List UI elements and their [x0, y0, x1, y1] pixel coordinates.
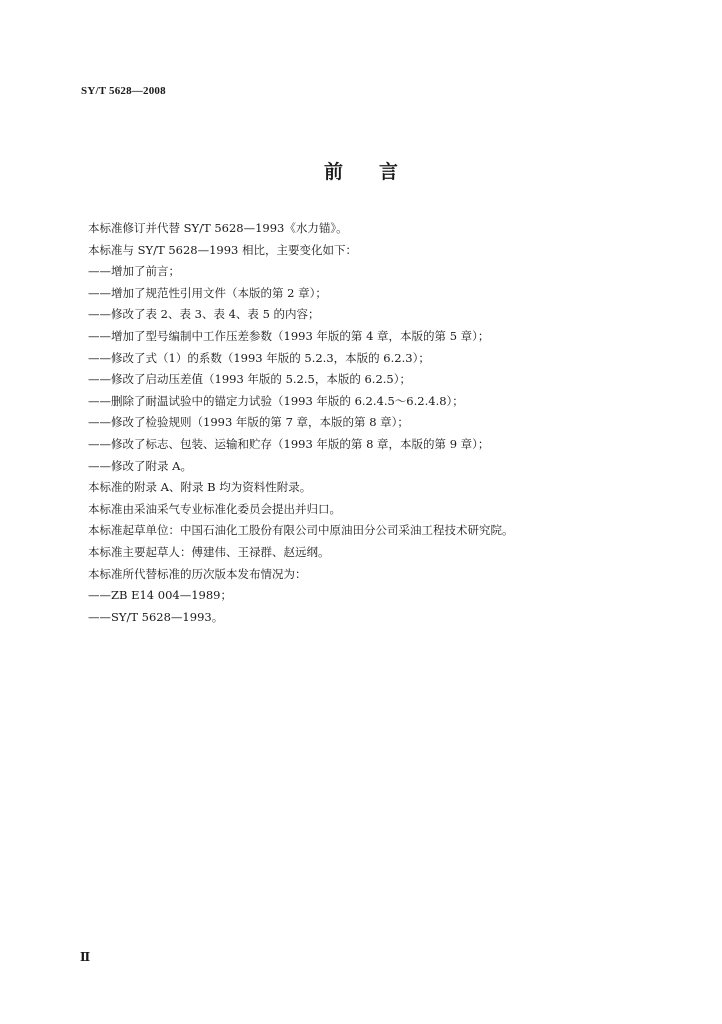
- page-number: Ⅱ: [80, 950, 91, 964]
- body-line: 本标准的附录 A、附录 B 均为资料性附录。: [88, 480, 312, 495]
- body-line: ——修改了检验规则（1993 年版的第 7 章，本版的第 8 章）；: [88, 415, 409, 430]
- body-line: ——修改了启动压差值（1993 年版的 5.2.5，本版的 6.2.5）；: [88, 372, 412, 387]
- body-line: ——修改了式（1）的系数（1993 年版的 5.2.3，本版的 6.2.3）；: [88, 350, 430, 365]
- body-line: ——增加了型号编制中工作压差参数（1993 年版的第 4 章，本版的第 5 章）；: [88, 328, 490, 343]
- body-line: ——增加了前言；: [88, 264, 180, 279]
- body-line: ——修改了附录 A。: [88, 458, 192, 473]
- document-body: [88, 218, 648, 628]
- body-line: ——删除了耐温试验中的锚定力试验（1993 年版的 6.2.4.5～6.2.4.8）；: [88, 393, 464, 408]
- body-line: ——ZB E14 004—1989；: [88, 588, 232, 603]
- body-line: 本标准与 SY/T 5628—1993 相比，主要变化如下：: [88, 242, 358, 257]
- body-line: 本标准由采油采气专业标准化委员会提出并归口。: [88, 501, 341, 516]
- title-char-2: 言: [379, 161, 399, 183]
- body-line: ——SY/T 5628—1993。: [88, 609, 224, 624]
- body-line: 本标准主要起草人：傅建伟、王禄群、赵远纲。: [88, 544, 330, 559]
- body-line: ——修改了标志、包装、运输和贮存（1993 年版的第 8 章，本版的第 9 章）；: [88, 436, 490, 451]
- body-line: ——增加了规范性引用文件（本版的第 2 章）；: [88, 285, 327, 300]
- body-line: 本标准所代替标准的历次版本发布情况为：: [88, 566, 307, 581]
- body-line: ——修改了表 2、表 3、表 4、表 5 的内容；: [88, 307, 320, 322]
- body-line: 本标准起草单位：中国石油化工股份有限公司中原油田分公司采油工程技术研究院。: [88, 523, 514, 538]
- body-line: 本标准修订并代替 SY/T 5628—1993《水力锚》。: [88, 221, 348, 235]
- page-title: [0, 157, 722, 184]
- standard-code: SY/T 5628—2008: [81, 85, 166, 97]
- title-char-1: 前: [323, 161, 343, 183]
